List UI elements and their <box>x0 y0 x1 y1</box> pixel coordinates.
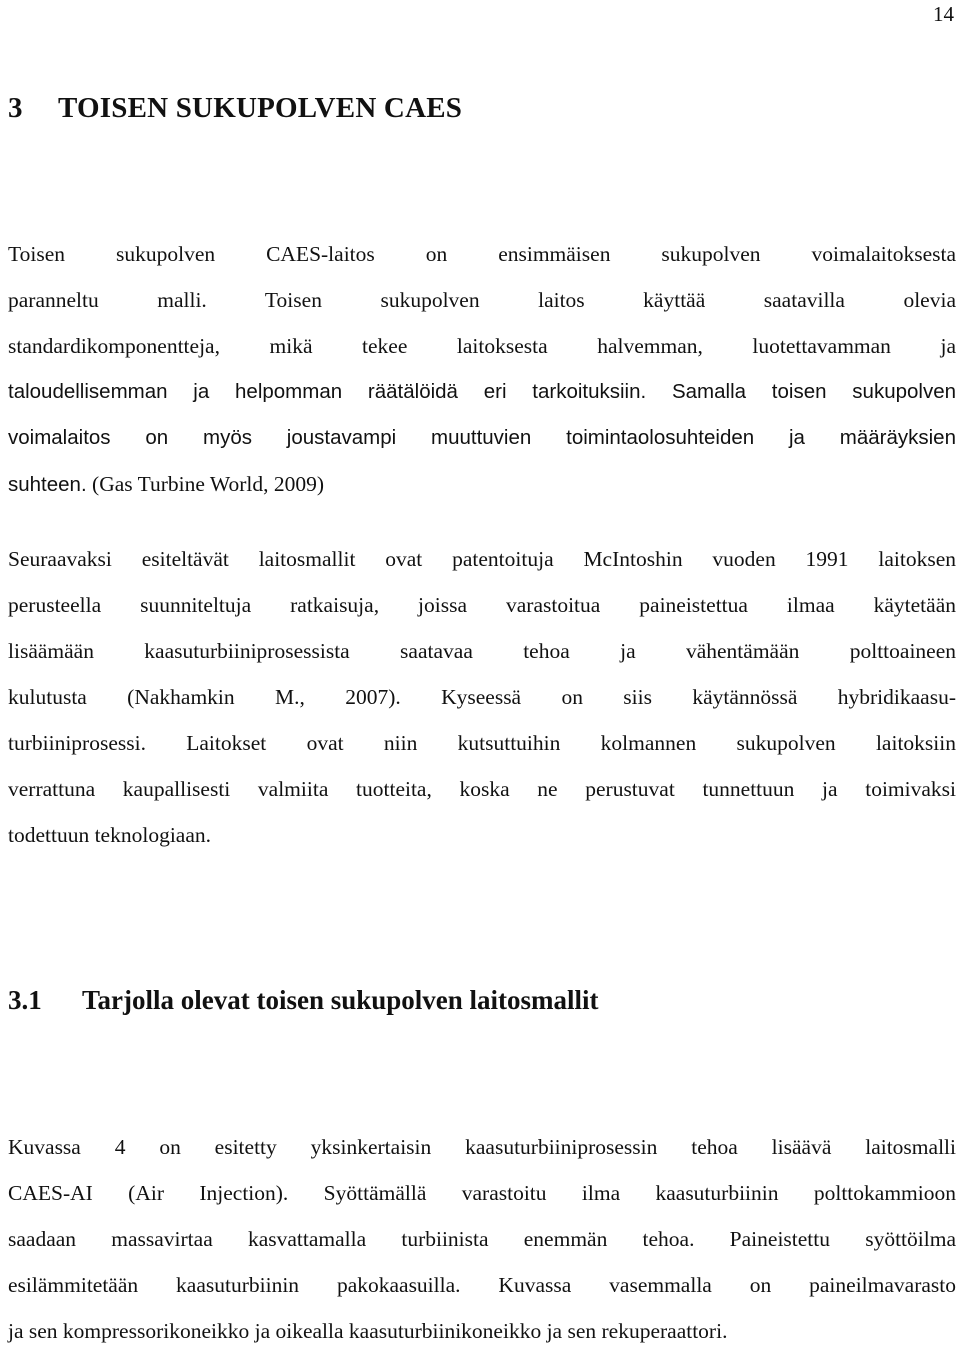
text-line: ja sen kompressorikoneikko ja oikealla kaasuturbiinikoneikko ja sen rekuperaattori. <box>8 1319 728 1343</box>
text-line: verrattuna kaupallisesti valmiita tuotteita, koska ne perustuvat tunnettuun ja toimivaksi <box>8 777 956 801</box>
text-line: taloudellisemman ja helpomman räätälöidä eri tarkoituksiin. Samalla toisen sukupolven <box>8 380 956 403</box>
text-line: todettuun teknologiaan. <box>8 823 212 847</box>
section-heading <box>8 980 599 1020</box>
paragraph-intro <box>8 231 956 508</box>
paragraph-models <box>8 536 956 858</box>
section-number: 3.1 <box>8 985 42 1015</box>
text-line: Toisen sukupolven CAES-laitos on ensimmäisen sukupolven voimalaitoksesta <box>8 242 956 266</box>
text-line: Seuraavaksi esiteltävät laitosmallit ovat patentoituja McIntoshin vuoden 1991 laitoksen <box>8 547 956 571</box>
page-number: 14 <box>933 2 954 26</box>
text-line: voimalaitos on myös joustavampi muuttuvien toimintaolosuhteiden ja määräyksien <box>8 426 956 449</box>
text-fragment: suhteen. <box>8 473 87 496</box>
text-line: Kuvassa 4 on esitetty yksinkertaisin kaasuturbiiniprosessin tehoa lisäävä laitosmalli <box>8 1135 956 1159</box>
text-line <box>8 461 956 508</box>
text-line: lisäämään kaasuturbiiniprosessista saatavaa tehoa ja vähentämään polttoaineen <box>8 639 956 663</box>
text-line: standardikomponentteja, mikä tekee laitoksesta halvemman, luotettavamman ja <box>8 334 956 358</box>
citation: (Gas Turbine World, 2009) <box>86 472 325 496</box>
text-line: perusteella suunniteltuja ratkaisuja, joissa varastoitua paineistettua ilmaa käytetään <box>8 593 956 617</box>
chapter-heading <box>8 88 462 128</box>
text-line: saadaan massavirtaa kasvattamalla turbiinista enemmän tehoa. Paineistettu syöttöilma <box>8 1227 956 1251</box>
chapter-title: TOISEN SUKUPOLVEN CAES <box>58 92 463 124</box>
text-line: kulutusta (Nakhamkin M., 2007). Kyseessä on siis käytännössä hybridikaasu- <box>8 685 956 709</box>
text-line: turbiiniprosessi. Laitokset ovat niin kutsuttuihin kolmannen sukupolven laitoksiin <box>8 731 956 755</box>
text-line: CAES-AI (Air Injection). Syöttämällä varastoitu ilma kaasuturbiinin polttokammioon <box>8 1181 956 1205</box>
paragraph-caes-ai <box>8 1124 956 1354</box>
text-line: paranneltu malli. Toisen sukupolven laitos käyttää saatavilla olevia <box>8 288 956 312</box>
chapter-number: 3 <box>8 92 23 124</box>
section-title: Tarjolla olevat toisen sukupolven laitosmallit <box>82 985 599 1015</box>
text-line: esilämmitetään kaasuturbiinin pakokaasuilla. Kuvassa vasemmalla on paineilmavarasto <box>8 1273 956 1297</box>
